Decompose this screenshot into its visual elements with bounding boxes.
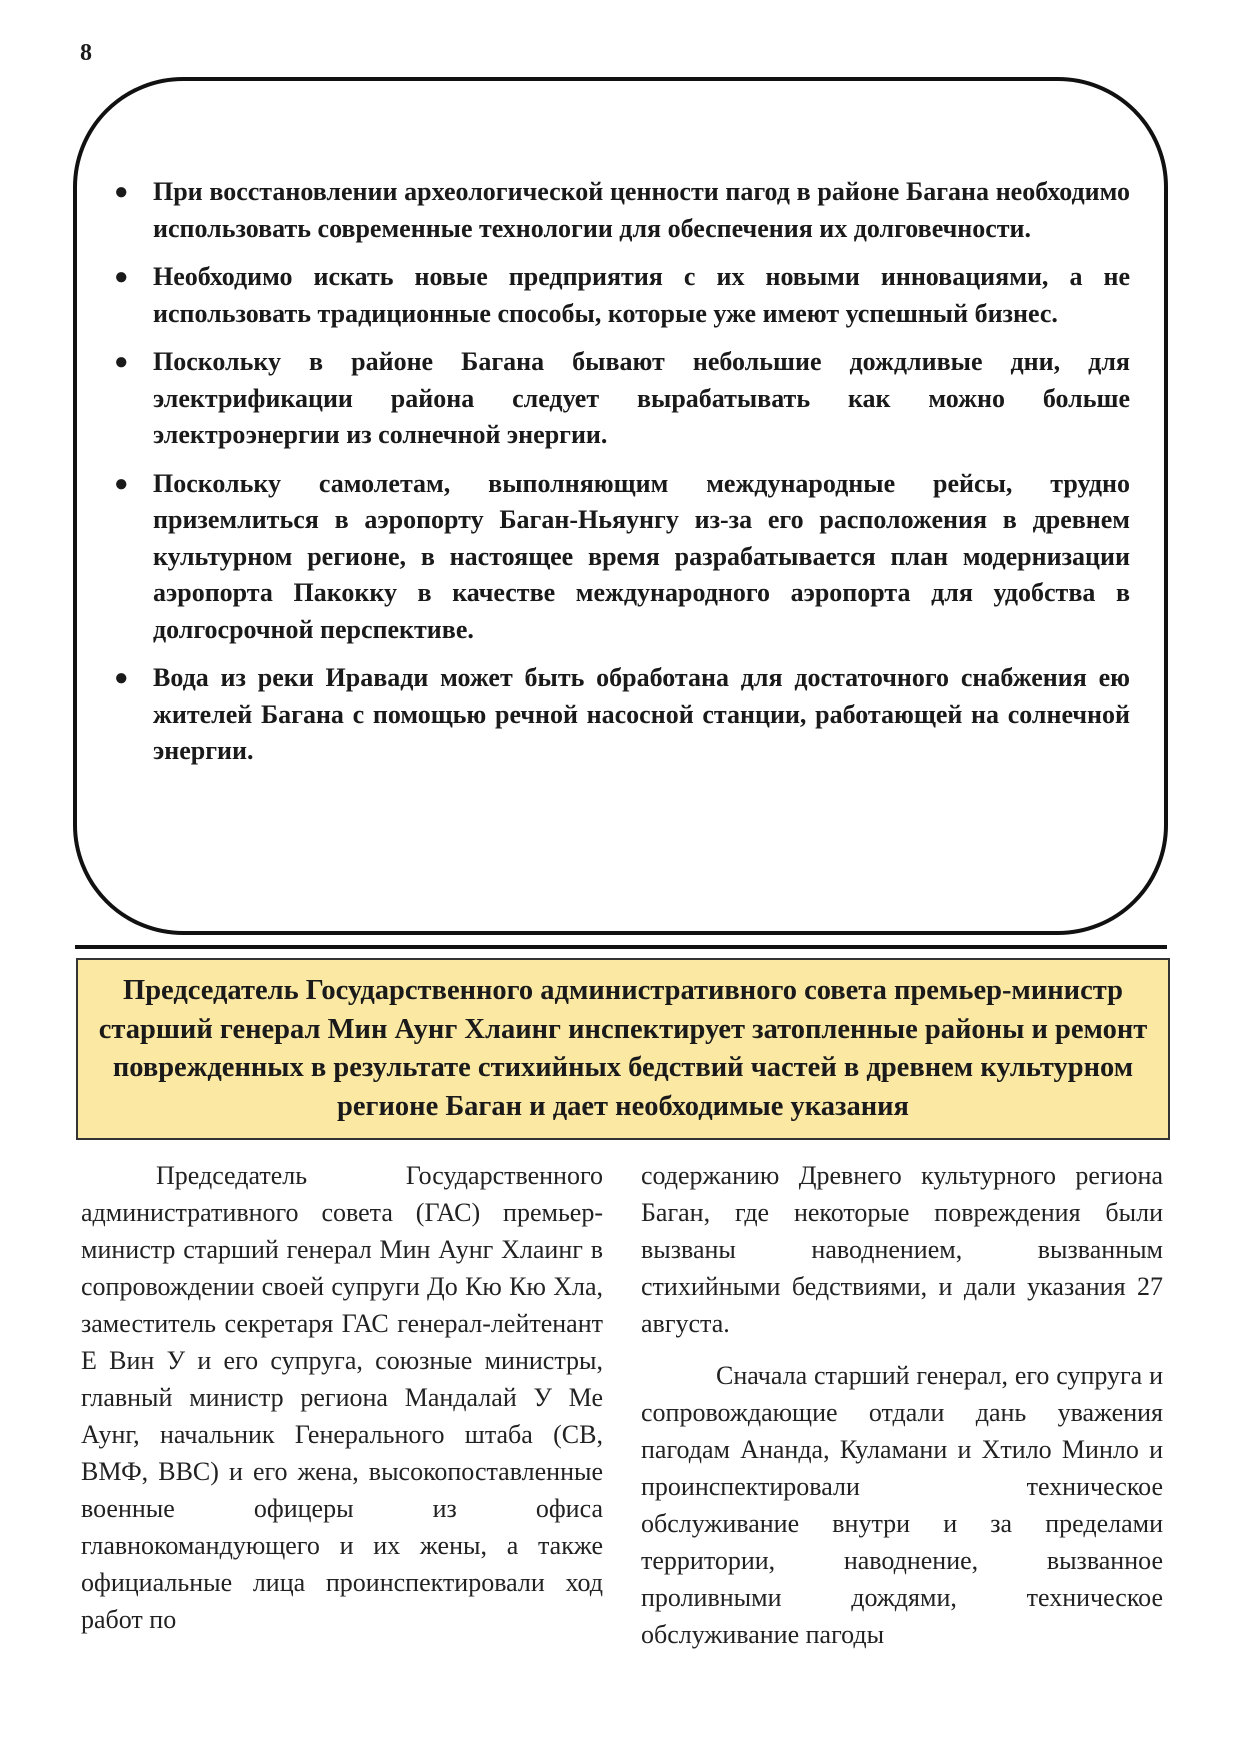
- bullet-text: Поскольку в районе Багана бывают небольшие дождливые дни, для электрификации района следует вырабатывать как можно больше электроэнергии из солнечной энергии.: [153, 347, 1130, 449]
- bullet-item: [108, 344, 1130, 454]
- bullet-item: [108, 660, 1130, 770]
- bullet-item: [108, 466, 1130, 649]
- article-headline: Председатель Государственного административного совета премьер-министр старший генерал Мин Аунг Хлаинг инспектирует затопленные районы и ремонт поврежденных в результате стихийных бедствий частей в древнем культурном регионе Баган и дает необходимые указания: [98, 975, 1148, 1122]
- article-paragraph: содержанию Древнего культурного региона Баган, где некоторые повреждения были вызваны наводнением, вызванным стихийными бедствиями, и дали указания 27 августа.: [641, 1161, 1163, 1338]
- article-paragraph: Сначала старший генерал, его супруга и сопровождающие отдали дань уважения пагодам Ананда, Куламани и Хтило Минло и проинспектировали техническое обслуживание внутри и за пределами территории, наводнение, вызванное проливными дождями, техническое обслуживание пагоды: [641, 1361, 1163, 1649]
- article-column-left: [81, 1157, 603, 1638]
- bullet-text: Вода из реки Иравади может быть обработана для достаточного снабжения ею жителей Багана с помощью речной насосной станции, работающей на солнечной энергии.: [153, 663, 1130, 765]
- article-paragraph: Председатель Государственного административного совета (ГАС) премьер-министр старший генерал Мин Аунг Хлаинг в сопровождении своей супруги До Кю Кю Хла, заместитель секретаря ГАС генерал-лейтенант Е Вин У и его супруга, союзные министры, главный министр региона Мандалай У Ме Аунг, начальник Генерального штаба (СВ, ВМФ, ВВС) и его жена, высокопоставленные военные офицеры из офиса главнокомандующего и их жены, а также официальные лица проинспектировали ход работ по: [81, 1161, 603, 1634]
- bullet-dot-icon: ●: [114, 470, 129, 497]
- bullet-dot-icon: ●: [114, 665, 129, 691]
- bullet-text: Поскольку самолетам, выполняющим международные рейсы, трудно приземлиться в аэропорту Баган-Ньяунгу из-за его расположения в древнем культурном регионе, в настоящее время разрабатывается план модернизации аэропорта Пакокку в качестве международного аэропорта для удобства в долгосрочной перспективе.: [153, 468, 1130, 644]
- bullet-dot-icon: ●: [114, 179, 129, 205]
- headline-box: [76, 958, 1170, 1140]
- article-column-right: [641, 1157, 1163, 1653]
- section-divider: [75, 945, 1167, 949]
- bullet-dot-icon: ●: [114, 264, 129, 290]
- bullet-text: При восстановлении археологической ценности пагод в районе Багана необходимо использовать современные технологии для обеспечения их долговечности.: [153, 177, 1130, 243]
- page-number: 8: [80, 40, 92, 66]
- bullet-dot-icon: ●: [114, 349, 129, 375]
- bullet-text: Необходимо искать новые предприятия с их новыми инновациями, а не использовать традиционные способы, которые уже имеют успешный бизнес.: [153, 262, 1130, 328]
- bullet-list: [108, 174, 1130, 782]
- bullet-item: [108, 259, 1130, 332]
- bullet-item: [108, 174, 1130, 247]
